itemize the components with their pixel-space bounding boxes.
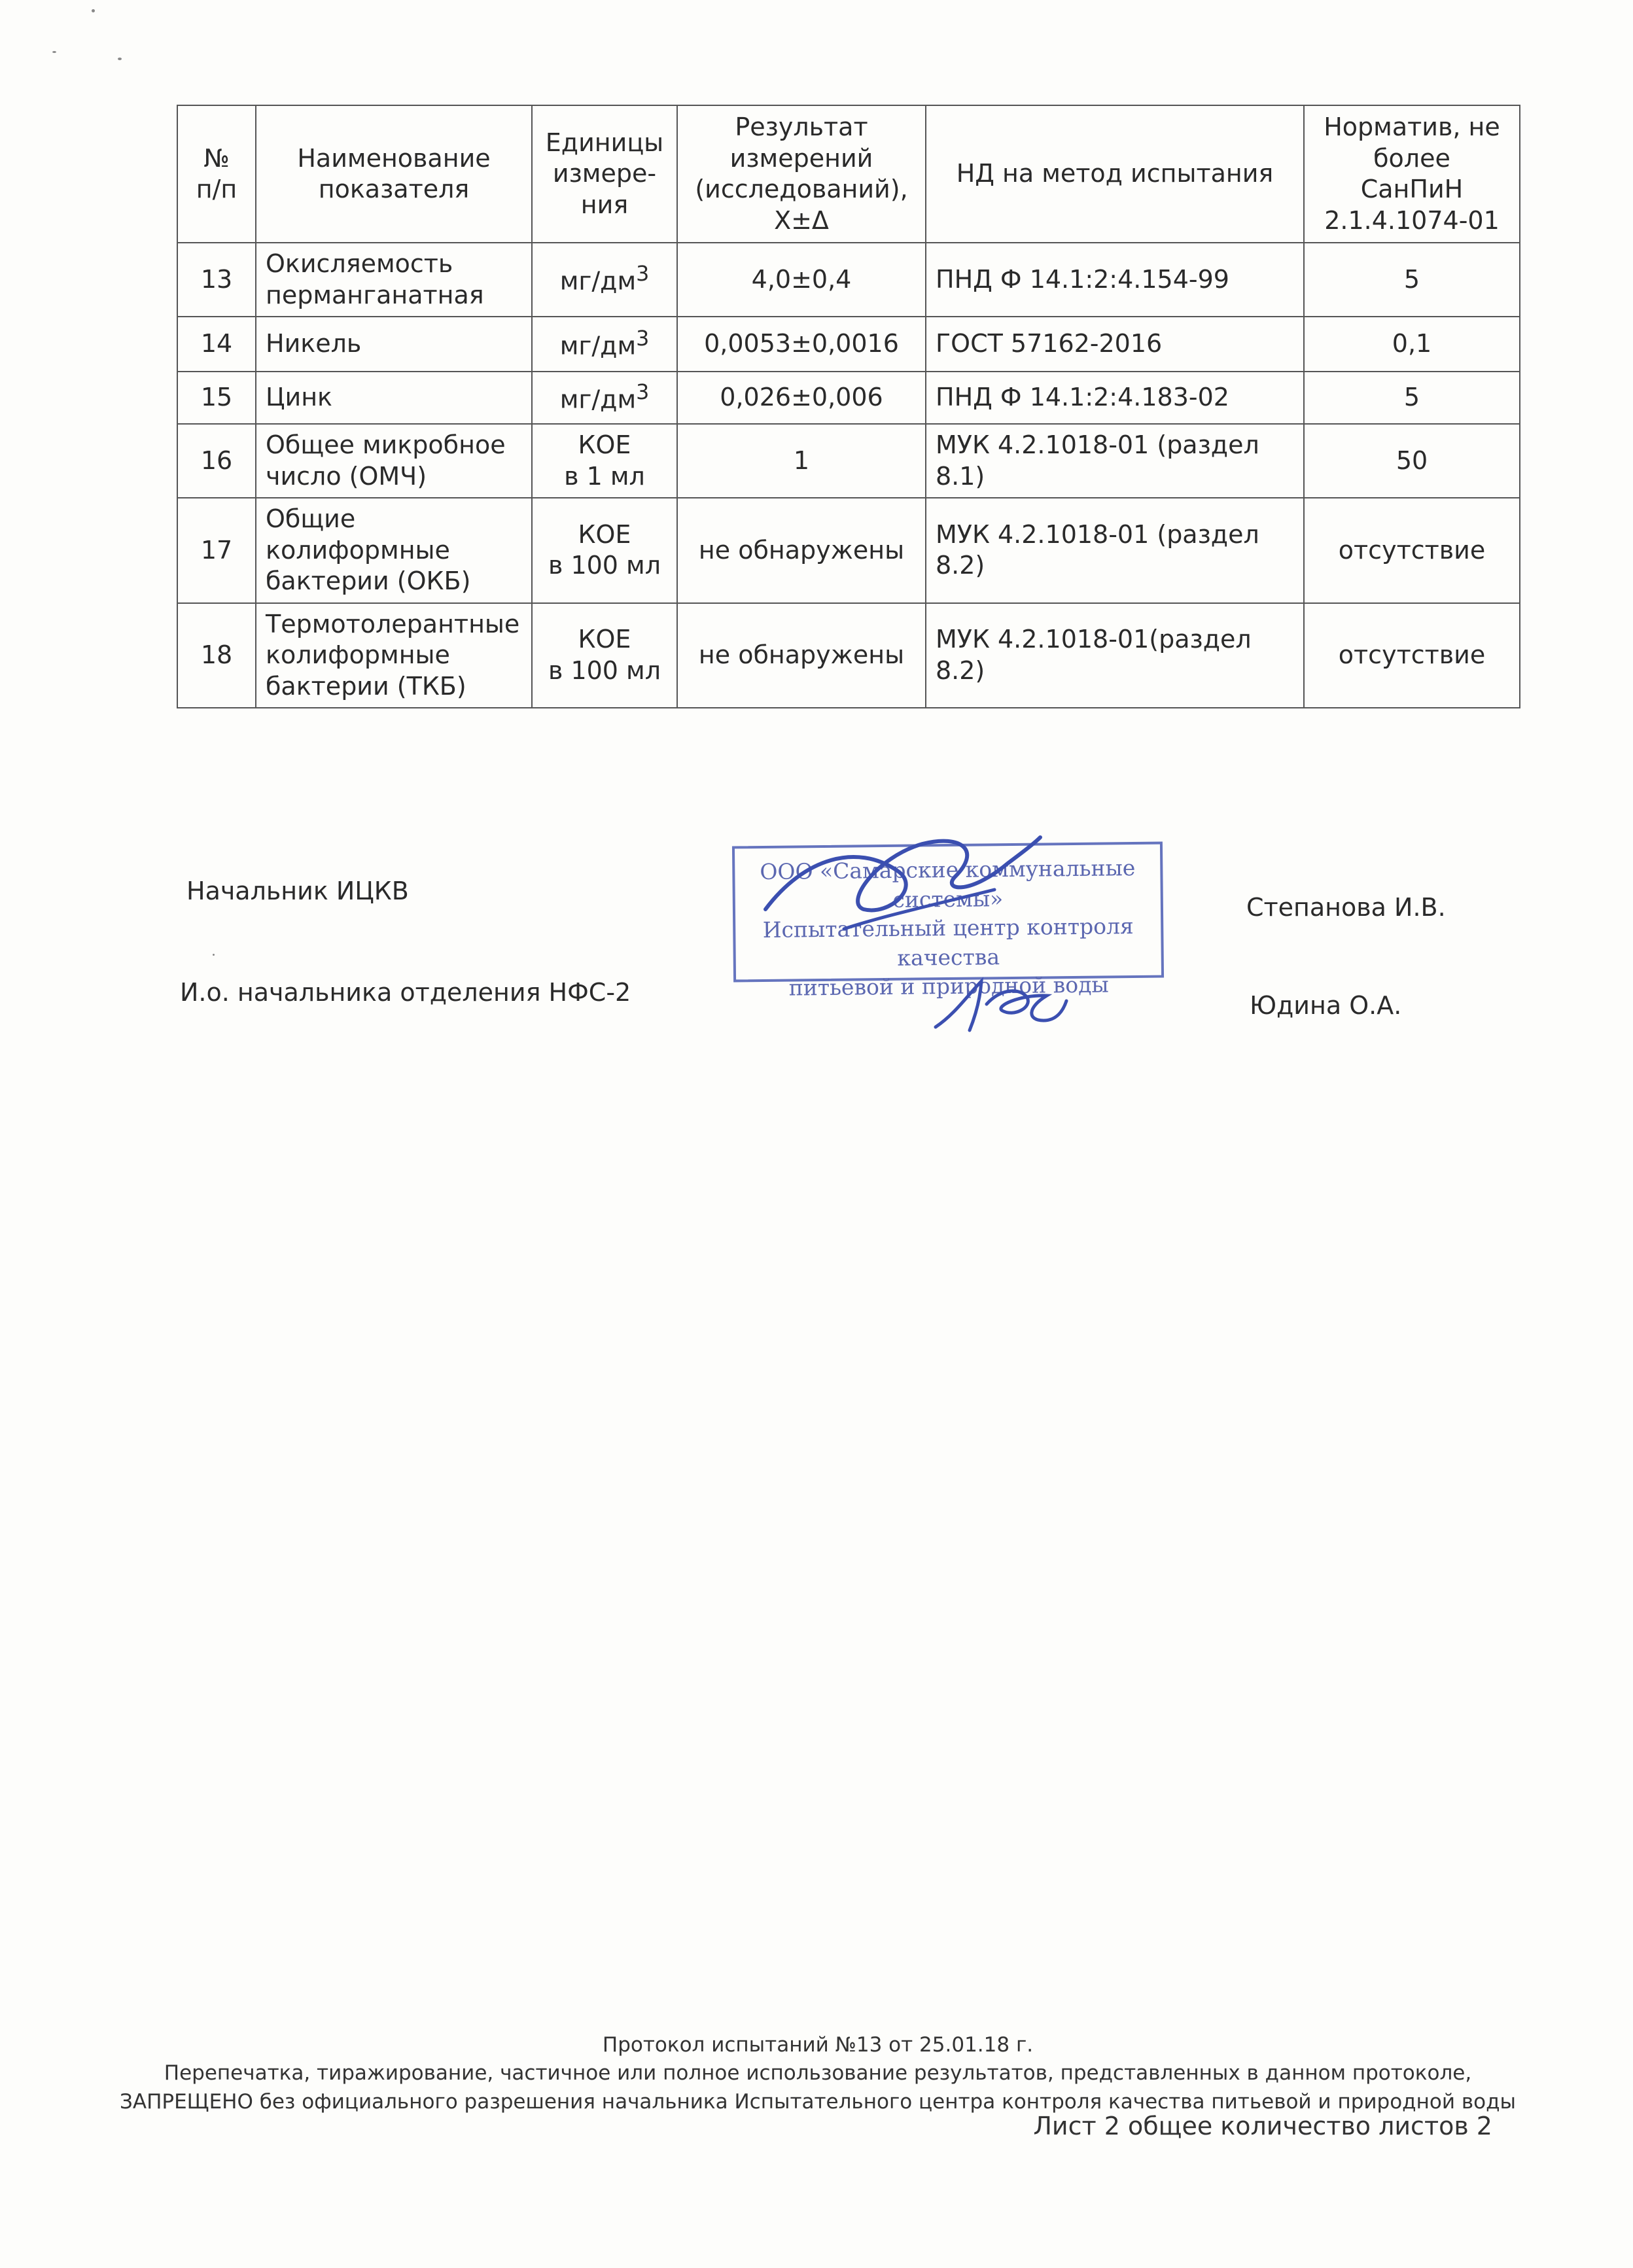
- row-unit: $мг/дм^3$: [532, 372, 677, 424]
- results-table: [177, 105, 1520, 708]
- table-row: [177, 317, 1520, 372]
- header-method: НД на метод испытания: [926, 105, 1304, 243]
- row-num: 18: [177, 603, 256, 708]
- row-unit: КОЕ в 100 мл: [532, 498, 677, 603]
- row-result: 4,0±0,4: [677, 243, 926, 317]
- disclaimer-line-1: Перепечатка, тиражирование, частичное или полное использование результатов, представленных в данном протоколе,: [164, 2061, 1472, 2085]
- signatory-role-2: И.о. начальника отделения НФС-2: [180, 978, 631, 1007]
- header-norm: Норматив, не более СанПиН 2.1.4.1074-01: [1304, 105, 1520, 243]
- signatory-role-1: Начальник ИЦКВ: [186, 877, 409, 905]
- row-result: 0,026±0,006: [677, 372, 926, 424]
- row-name: Общие колиформные бактерии (ОКБ): [256, 498, 532, 603]
- row-result: 1: [677, 424, 926, 498]
- header-num: № п/п: [177, 105, 256, 243]
- row-norm: 0,1: [1304, 317, 1520, 372]
- stamp-line-3: питьевой и природной воды: [788, 971, 1109, 1001]
- row-unit: $мг/дм^3$: [532, 317, 677, 372]
- table-header-row: [177, 105, 1520, 243]
- row-norm: отсутствие: [1304, 603, 1520, 708]
- handwritten-signature-1: [746, 818, 1047, 962]
- row-unit: $мг/дм^3$: [532, 243, 677, 317]
- row-num: 16: [177, 424, 256, 498]
- signatory-name-2: Юдина О.А.: [1250, 991, 1402, 1020]
- row-norm: 5: [1304, 372, 1520, 424]
- row-unit: КОЕ в 100 мл: [532, 603, 677, 708]
- handwritten-signature-2: [929, 968, 1073, 1040]
- row-method: МУК 4.2.1018-01 (раздел 8.1): [926, 424, 1304, 498]
- protocol-reference: Протокол испытаний №13 от 25.01.18 г.: [602, 2033, 1034, 2057]
- table-row: [177, 498, 1520, 603]
- header-result: Результат измерений (исследований), X±Δ: [677, 105, 926, 243]
- row-method: МУК 4.2.1018-01(раздел 8.2): [926, 603, 1304, 708]
- stamp-line-2: Испытательный центр контроля качества: [762, 913, 1134, 971]
- row-num: 17: [177, 498, 256, 603]
- row-method: ПНД Ф 14.1:2:4.183-02: [926, 372, 1304, 424]
- row-norm: отсутствие: [1304, 498, 1520, 603]
- row-method: МУК 4.2.1018-01 (раздел 8.2): [926, 498, 1304, 603]
- row-num: 13: [177, 243, 256, 317]
- row-name: Общее микробное число (ОМЧ): [256, 424, 532, 498]
- table-row: [177, 372, 1520, 424]
- signatory-name-1: Степанова И.В.: [1246, 893, 1446, 922]
- row-name: Термотолерантные колиформные бактерии (ТКБ): [256, 603, 532, 708]
- row-result: не обнаружены: [677, 498, 926, 603]
- row-norm: 50: [1304, 424, 1520, 498]
- table-row: [177, 243, 1520, 317]
- disclaimer-line-2: ЗАПРЕЩЕНО без официального разрешения начальника Испытательного центра контроля качества питьевой и природной воды: [120, 2089, 1516, 2114]
- row-num: 15: [177, 372, 256, 424]
- table-row: [177, 424, 1520, 498]
- row-method: ГОСТ 57162-2016: [926, 317, 1304, 372]
- header-units: Единицы измере- ния: [532, 105, 677, 243]
- scan-speck: [213, 954, 215, 956]
- row-method: ПНД Ф 14.1:2:4.154-99: [926, 243, 1304, 317]
- row-unit: КОЕ в 1 мл: [532, 424, 677, 498]
- scan-speck: [118, 58, 122, 60]
- header-name: Наименование показателя: [256, 105, 532, 243]
- table-row: [177, 603, 1520, 708]
- row-name: Никель: [256, 317, 532, 372]
- scan-speck: [52, 51, 56, 53]
- document-footer: [118, 2031, 1518, 2116]
- row-result: не обнаружены: [677, 603, 926, 708]
- row-norm: 5: [1304, 243, 1520, 317]
- scan-speck: [92, 9, 95, 12]
- sheet-number: Лист 2 общее количество листов 2: [1033, 2112, 1492, 2140]
- stamp-line-1: ООО «Самарские коммунальные системы»: [760, 854, 1136, 913]
- row-num: 14: [177, 317, 256, 372]
- row-result: 0,0053±0,0016: [677, 317, 926, 372]
- row-name: Цинк: [256, 372, 532, 424]
- row-name: Окисляемость перманганатная: [256, 243, 532, 317]
